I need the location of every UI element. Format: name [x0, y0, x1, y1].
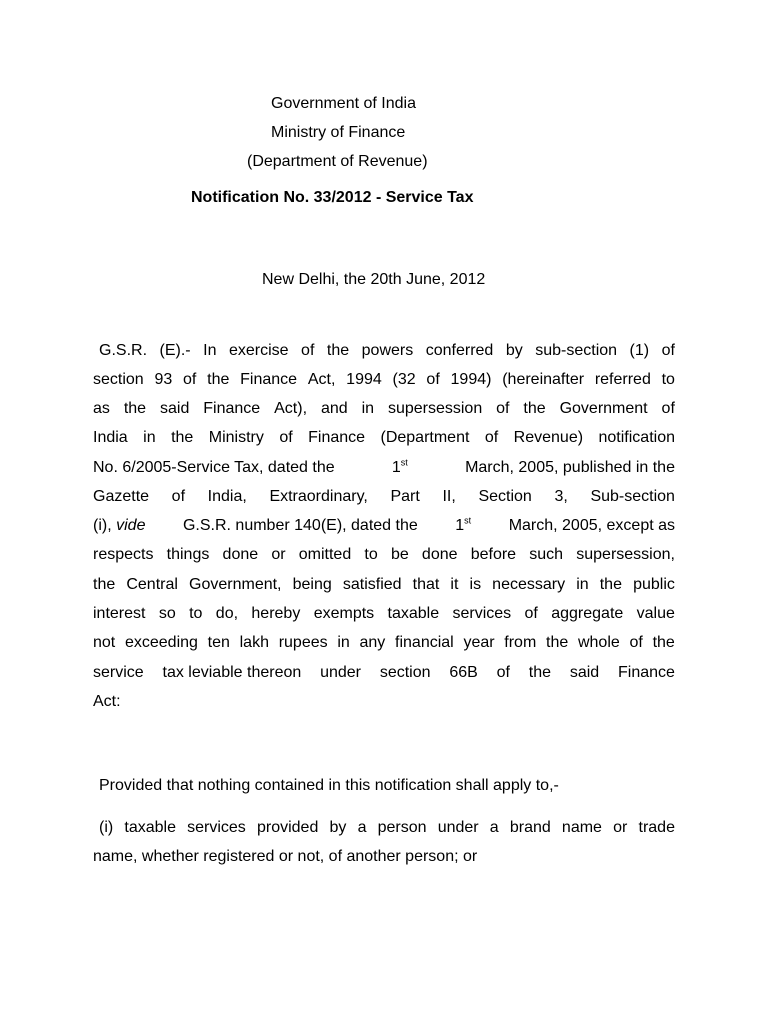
word: India	[93, 429, 128, 446]
word: Government,	[189, 576, 282, 593]
word: value	[636, 605, 675, 622]
word: of	[183, 371, 197, 388]
word: Act),	[274, 400, 308, 417]
main-paragraph-line-4	[93, 428, 675, 448]
word: exceeding	[124, 634, 198, 651]
main-paragraph-line-9	[93, 575, 675, 595]
word: the	[123, 400, 147, 417]
word: said	[569, 664, 600, 681]
word: from	[504, 634, 537, 651]
word: (E).-	[159, 342, 191, 359]
word: India,	[207, 488, 247, 505]
word: 3,	[554, 488, 568, 505]
word: II,	[442, 488, 456, 505]
word: In	[203, 342, 217, 359]
word: supersession	[387, 400, 483, 417]
word: the	[171, 429, 194, 446]
word: to	[661, 371, 675, 388]
word: name	[561, 819, 602, 836]
word: the	[523, 400, 546, 417]
word: Government	[559, 400, 648, 417]
paragraph-line	[93, 341, 675, 361]
word: taxable	[387, 605, 440, 622]
main-paragraph-line-2	[93, 370, 675, 390]
word: it	[450, 576, 459, 593]
word: 1994)	[450, 371, 492, 388]
word: so	[158, 605, 176, 622]
word: brand	[509, 819, 551, 836]
word: of	[171, 488, 186, 505]
word: in	[576, 576, 589, 593]
line5-date	[392, 458, 408, 478]
vide-italic: vide	[116, 517, 146, 534]
word: Part	[390, 488, 420, 505]
line7-date	[455, 516, 471, 536]
word: interest	[93, 605, 146, 622]
word: done	[222, 546, 259, 563]
word: and	[320, 400, 348, 417]
word: Gazette	[93, 488, 150, 505]
word: lakh	[239, 634, 269, 651]
word: by	[505, 342, 523, 359]
word: respects	[93, 546, 154, 563]
word: is	[469, 576, 482, 593]
word: of	[426, 371, 440, 388]
main-paragraph-last-line: Act:	[93, 693, 121, 710]
word: of	[661, 400, 675, 417]
word: under	[320, 664, 361, 681]
word: to	[189, 605, 203, 622]
word: public	[633, 576, 675, 593]
word: (1)	[629, 342, 650, 359]
paragraph-line	[93, 428, 675, 448]
word: of	[484, 429, 499, 446]
paragraph-line	[93, 633, 675, 653]
word: Finance	[240, 371, 298, 388]
word: Sub-section	[590, 488, 675, 505]
word: said	[160, 400, 190, 417]
clause-i-line	[93, 818, 675, 838]
word: 66B	[449, 664, 478, 681]
word: whole	[577, 634, 620, 651]
word: Ministry	[208, 429, 264, 446]
word: exercise	[228, 342, 289, 359]
word: that	[412, 576, 440, 593]
notification-title: Notification No. 33/2012 - Service Tax	[191, 189, 474, 206]
word: the	[207, 371, 230, 388]
paragraph-line	[93, 545, 675, 565]
word: the	[546, 634, 569, 651]
word: (hereinafter	[502, 371, 585, 388]
word: exempts	[313, 605, 375, 622]
word: of	[524, 605, 538, 622]
clause-ref: (i),	[93, 517, 112, 534]
line5-start: No. 6/2005-Service Tax, dated the	[93, 459, 335, 476]
word: financial	[395, 634, 454, 651]
line5-end: March, 2005, published in the	[465, 459, 675, 476]
word: hereby	[251, 605, 301, 622]
word: a	[489, 819, 499, 836]
word: the	[93, 576, 116, 593]
word: omitted	[298, 546, 352, 563]
main-paragraph-line-6	[93, 487, 675, 507]
word: Section	[478, 488, 532, 505]
word: not	[93, 634, 116, 651]
paragraph-line	[93, 487, 675, 507]
word: under	[437, 819, 479, 836]
word: section	[93, 371, 144, 388]
line7-mid: G.S.R. number 140(E), dated the	[182, 517, 418, 534]
paragraph-line	[93, 370, 675, 390]
word: of	[496, 400, 510, 417]
day-number: 1	[391, 459, 401, 476]
word: to	[364, 546, 378, 563]
word: section	[379, 664, 431, 681]
word: Central	[126, 576, 178, 593]
word: be	[390, 546, 409, 563]
word: referred	[594, 371, 651, 388]
main-paragraph	[93, 341, 675, 361]
word: a	[357, 819, 367, 836]
word: such	[529, 546, 564, 563]
word: by	[329, 819, 347, 836]
word: Act,	[307, 371, 336, 388]
paragraph-line	[93, 663, 675, 683]
word: powers	[361, 342, 414, 359]
word: 93	[154, 371, 173, 388]
paragraph-line	[93, 575, 675, 595]
main-paragraph-line-11	[93, 633, 675, 653]
word: rupees	[278, 634, 328, 651]
word: of	[496, 664, 510, 681]
word: or	[271, 546, 286, 563]
main-paragraph-line-10	[93, 604, 675, 624]
word: taxable	[124, 819, 176, 836]
word: in	[361, 400, 375, 417]
word: or	[613, 819, 628, 836]
main-paragraph-line-8	[93, 545, 675, 565]
word: G.S.R.	[99, 342, 148, 359]
word: trade	[638, 819, 675, 836]
word: of	[629, 634, 643, 651]
word: the	[599, 576, 622, 593]
word: do,	[215, 605, 239, 622]
word: the	[652, 634, 675, 651]
word: (Department	[380, 429, 470, 446]
word: ten	[207, 634, 230, 651]
word: (32	[392, 371, 416, 388]
word: aggregate	[551, 605, 624, 622]
word: (i)	[99, 819, 114, 836]
word: as	[93, 400, 110, 417]
word: services	[187, 819, 246, 836]
day-number: 1	[455, 517, 465, 534]
word: necessary	[492, 576, 566, 593]
ordinal-suffix: st	[464, 515, 472, 526]
department-heading: (Department of Revenue)	[247, 153, 428, 170]
word: conferred	[425, 342, 494, 359]
main-paragraph-line-5	[93, 458, 675, 478]
word: sub-section	[535, 342, 618, 359]
word: the	[528, 664, 552, 681]
main-paragraph-line-3	[93, 399, 675, 419]
line7-start	[93, 516, 145, 536]
ordinal-suffix: st	[400, 457, 408, 468]
word: in	[337, 634, 350, 651]
word: services	[452, 605, 512, 622]
word: 1994	[346, 371, 382, 388]
word: of	[301, 342, 315, 359]
government-heading: Government of India	[271, 95, 416, 112]
word: things	[166, 546, 210, 563]
paragraph-line	[93, 399, 675, 419]
clause-i-line-2: name, whether registered or not, of another person; or	[93, 848, 478, 865]
word: Finance	[203, 400, 261, 417]
main-paragraph-line-12	[93, 663, 675, 683]
line7-end: March, 2005, except as	[508, 517, 675, 534]
word: any	[359, 634, 386, 651]
word: Finance	[308, 429, 366, 446]
word: of	[279, 429, 293, 446]
clause-i	[93, 818, 675, 838]
word: before	[470, 546, 517, 563]
paragraph-line	[93, 604, 675, 624]
word: Finance	[618, 664, 675, 681]
word: being	[292, 576, 332, 593]
word: satisfied	[342, 576, 402, 593]
paragraph-line	[93, 516, 675, 536]
ministry-heading: Ministry of Finance	[271, 124, 406, 141]
word: notification	[598, 429, 675, 446]
word: the	[326, 342, 350, 359]
word: person	[377, 819, 427, 836]
word: Revenue)	[513, 429, 584, 446]
word: service	[93, 664, 144, 681]
word: supersession,	[576, 546, 675, 563]
word: of	[661, 342, 675, 359]
paragraph-line	[93, 458, 675, 478]
main-paragraph-line-7	[93, 516, 675, 536]
word: Extraordinary,	[269, 488, 368, 505]
dateline: New Delhi, the 20th June, 2012	[262, 271, 486, 288]
proviso-text: Provided that nothing contained in this notification shall apply to,-	[99, 777, 559, 794]
word: year	[463, 634, 495, 651]
word: provided	[256, 819, 319, 836]
word: done	[421, 546, 458, 563]
word: tax leviable thereon	[162, 664, 302, 681]
word: in	[143, 429, 156, 446]
